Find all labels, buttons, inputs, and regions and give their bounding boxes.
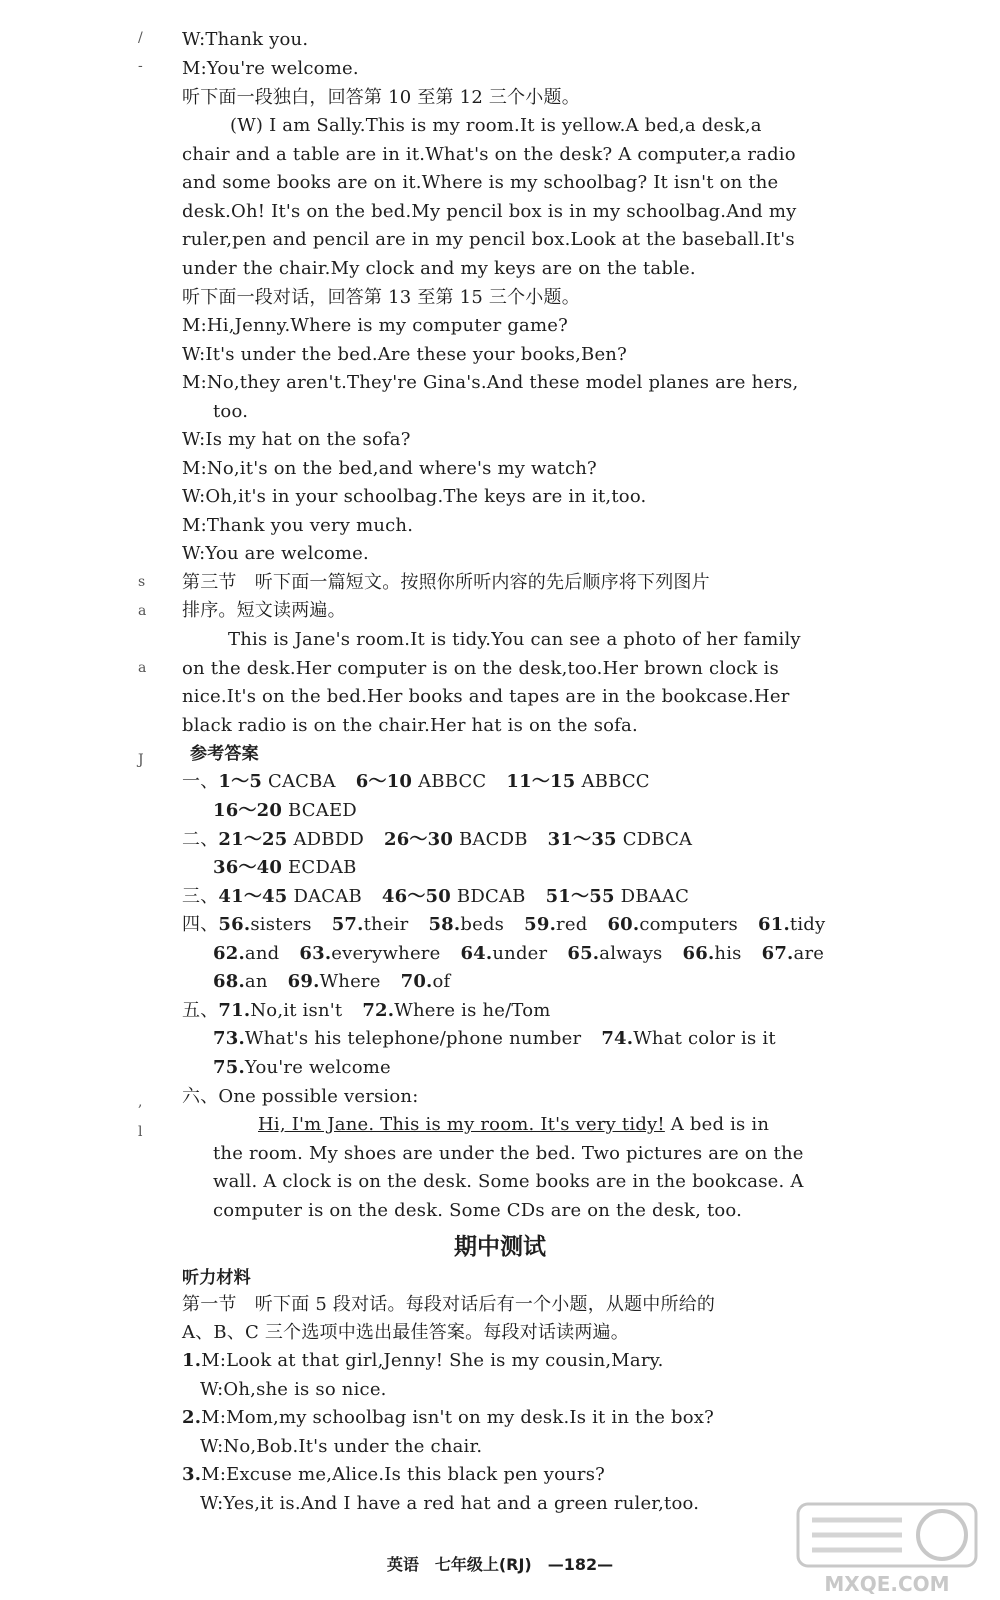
answer-letters: BCAED	[288, 800, 357, 821]
section-instruction: 第一节 听下面 5 段对话。每段对话后有一个小题，从题中所给的	[182, 1294, 716, 1315]
margin-mark: -	[138, 58, 143, 74]
answer-number: 56.	[218, 914, 251, 935]
writing-underlined: Hi, I'm Jane. This is my room. It's very tidy!	[258, 1114, 665, 1135]
section-instruction: A、B、C 三个选项中选出最佳答案。每段对话读两遍。	[182, 1322, 629, 1343]
answer-letters: DBAAC	[620, 886, 690, 907]
margin-mark: a	[138, 660, 147, 676]
answer-row-2	[182, 828, 692, 852]
answer-word: are	[793, 943, 825, 964]
answer-word: always	[599, 943, 663, 964]
answer-range: 41～45	[218, 886, 288, 907]
passage-line: nice.It's on the bed.Her books and tapes are in the bookcase.Her	[182, 686, 790, 707]
answer-row-5-cont	[213, 1027, 776, 1051]
answer-prefix: 二、	[182, 829, 219, 850]
margin-mark: l	[138, 1124, 143, 1140]
transcript-line: W:Thank you.	[182, 29, 309, 50]
answer-range: 36～40	[213, 857, 283, 878]
answer-range: 11～15	[506, 771, 576, 792]
answer-number: 60.	[607, 914, 640, 935]
dialog-line: M:No,they aren't.They're Gina's.And these model planes are hers,	[182, 372, 799, 393]
answer-range: 26～30	[383, 829, 454, 850]
answer-row-4-cont	[213, 970, 450, 994]
section-title: 期中测试	[454, 1234, 546, 1260]
margin-mark: J	[138, 752, 144, 768]
answer-number: 68.	[213, 971, 245, 992]
answer-letters: ABBCC	[418, 771, 487, 792]
answer-row-4	[182, 913, 825, 937]
answer-number: 67.	[761, 943, 794, 964]
section-instruction: 听下面一段独白，回答第 10 至第 12 三个小题。	[182, 87, 580, 108]
answer-letters: ECDAB	[288, 857, 357, 878]
answer-number: 73.	[213, 1028, 245, 1049]
answer-row-4-cont	[213, 942, 824, 966]
answer-row-2-cont	[213, 856, 357, 880]
answer-word: computers	[639, 914, 738, 935]
answer-word: everywhere	[331, 943, 441, 964]
answer-row-1	[182, 770, 650, 794]
answer-number: 75.	[213, 1057, 245, 1078]
dialog-number: 1.	[182, 1350, 202, 1371]
answer-row-6	[182, 1085, 419, 1109]
answer-phrase: Where is he/Tom	[394, 1000, 551, 1021]
answer-letters: CDBCA	[622, 829, 693, 850]
answer-letters: DACAB	[293, 886, 362, 907]
answer-letters: ADBDD	[293, 829, 364, 850]
answer-phrase: No,it isn't	[250, 1000, 343, 1021]
monologue-line: (W) I am Sally.This is my room.It is yellow.A bed,a desk,a	[230, 115, 762, 136]
dialog-number: 2.	[182, 1407, 202, 1428]
margin-mark: s	[138, 574, 146, 590]
answer-word: tidy	[789, 914, 826, 935]
answer-number: 74.	[601, 1028, 634, 1049]
dialog-line: W:It's under the bed.Are these your books,Ben?	[182, 344, 627, 365]
answer-number: 59.	[524, 914, 557, 935]
dialog-m: M:Mom,my schoolbag isn't on my desk.Is it in the box?	[201, 1407, 715, 1428]
monologue-line: under the chair.My clock and my keys are on the table.	[182, 258, 696, 279]
answer-range: 1～5	[218, 771, 263, 792]
answer-row-5	[182, 999, 551, 1023]
answer-letters: ABBCC	[581, 771, 650, 792]
watermark-logo	[792, 1498, 982, 1598]
passage-line: This is Jane's room.It is tidy.You can see a photo of her family	[228, 629, 801, 650]
writing-text: A bed is in	[664, 1114, 770, 1135]
answer-number: 66.	[682, 943, 715, 964]
dialog-line: too.	[213, 401, 249, 422]
dialog-line: M:No,it's on the bed,and where's my watch?	[182, 458, 597, 479]
watermark-text: MXQE.COM	[824, 1572, 950, 1596]
answer-number: 63.	[299, 943, 332, 964]
answer-letters: BACDB	[459, 829, 528, 850]
answer-word: of	[432, 971, 451, 992]
answer-range: 51～55	[545, 886, 615, 907]
dialog-line: W:Yes,it is.And I have a red hat and a green ruler,too.	[200, 1493, 700, 1514]
dialog-line	[182, 1349, 664, 1373]
margin-mark: /	[138, 30, 143, 46]
answer-number: 64.	[460, 943, 493, 964]
dialog-line: M:Hi,Jenny.Where is my computer game?	[182, 315, 568, 336]
answer-word: an	[244, 971, 268, 992]
answer-phrase: What's his telephone/phone number	[244, 1028, 582, 1049]
dialog-line	[182, 1463, 605, 1487]
dialog-m: M:Look at that girl,Jenny! She is my cousin,Mary.	[201, 1350, 664, 1371]
answer-number: 58.	[428, 914, 461, 935]
answer-range: 21～25	[218, 829, 288, 850]
section-instruction: 听下面一段对话，回答第 13 至第 15 三个小题。	[182, 287, 580, 308]
answer-row-3	[182, 885, 689, 909]
monologue-line: ruler,pen and pencil are in my pencil box.Look at the baseball.It's	[182, 229, 795, 250]
answer-word: sisters	[250, 914, 312, 935]
answer-prefix: 六、	[182, 1086, 219, 1107]
answer-word: his	[714, 943, 742, 964]
monologue-line: desk.Oh! It's on the bed.My pencil box is in my schoolbag.And my	[182, 201, 797, 222]
passage-line: black radio is on the chair.Her hat is on the sofa.	[182, 715, 638, 736]
answer-word: under	[492, 943, 548, 964]
page-footer: 英语 七年级上(RJ) —182—	[386, 1555, 614, 1574]
dialog-number: 3.	[182, 1464, 202, 1485]
answer-range: 31～35	[547, 829, 617, 850]
answer-prefix: 四、	[182, 914, 219, 935]
answer-letters: BDCAB	[456, 886, 526, 907]
section-instruction: 第三节 听下面一篇短文。按照你所听内容的先后顺序将下列图片	[182, 572, 710, 593]
answers-heading: 参考答案	[190, 744, 259, 764]
margin-mark: a	[138, 603, 147, 619]
answer-range: 6～10	[355, 771, 413, 792]
passage-line: on the desk.Her computer is on the desk,too.Her brown clock is	[182, 658, 779, 679]
answer-word: their	[363, 914, 409, 935]
answer-number: 62.	[213, 943, 245, 964]
answer-phrase: You're welcome	[244, 1057, 391, 1078]
dialog-line: W:No,Bob.It's under the chair.	[200, 1436, 483, 1457]
answer-word: Where	[319, 971, 381, 992]
answer-number: 65.	[567, 943, 600, 964]
monologue-line: chair and a table are in it.What's on the desk? A computer,a radio	[182, 144, 796, 165]
listening-heading: 听力材料	[182, 1268, 251, 1288]
answer-prefix: 一、	[182, 771, 219, 792]
answer-word: beds	[460, 914, 505, 935]
answer-number: 61.	[758, 914, 790, 935]
answer-number: 70.	[400, 971, 433, 992]
writing-line: the room. My shoes are under the bed. Two pictures are on the	[213, 1143, 804, 1164]
answer-number: 69.	[287, 971, 320, 992]
dialog-m: M:Excuse me,Alice.Is this black pen yours?	[201, 1464, 605, 1485]
answer-row-5-cont	[213, 1056, 391, 1080]
writing-label: One possible version:	[218, 1086, 419, 1107]
answer-number: 72.	[362, 1000, 395, 1021]
answer-prefix: 三、	[182, 886, 219, 907]
dialog-line: W:Oh,she is so nice.	[200, 1379, 387, 1400]
dialog-line: W:You are welcome.	[182, 543, 369, 564]
dialog-line	[182, 1406, 714, 1430]
answer-prefix: 五、	[182, 1000, 219, 1021]
answer-range: 46～50	[381, 886, 451, 907]
answer-number: 57.	[331, 914, 364, 935]
dialog-line: W:Oh,it's in your schoolbag.The keys are in it,too.	[182, 486, 647, 507]
answer-range: 16～20	[213, 800, 283, 821]
answer-word: red	[556, 914, 588, 935]
writing-line	[258, 1113, 769, 1137]
dialog-line: M:Thank you very much.	[182, 515, 414, 536]
writing-line: computer is on the desk. Some CDs are on the desk, too.	[213, 1200, 743, 1221]
answer-letters: CACBA	[267, 771, 336, 792]
transcript-line: M:You're welcome.	[182, 58, 359, 79]
monologue-line: and some books are on it.Where is my schoolbag? It isn't on the	[182, 172, 779, 193]
margin-mark: ,	[138, 1094, 143, 1110]
answer-row-1-cont	[213, 799, 357, 823]
dialog-line: W:Is my hat on the sofa?	[182, 429, 411, 450]
answer-word: and	[244, 943, 280, 964]
writing-line: wall. A clock is on the desk. Some books are in the bookcase. A	[213, 1171, 804, 1192]
section-instruction: 排序。短文读两遍。	[182, 600, 346, 621]
answer-number: 71.	[218, 1000, 251, 1021]
answer-phrase: What color is it	[633, 1028, 776, 1049]
